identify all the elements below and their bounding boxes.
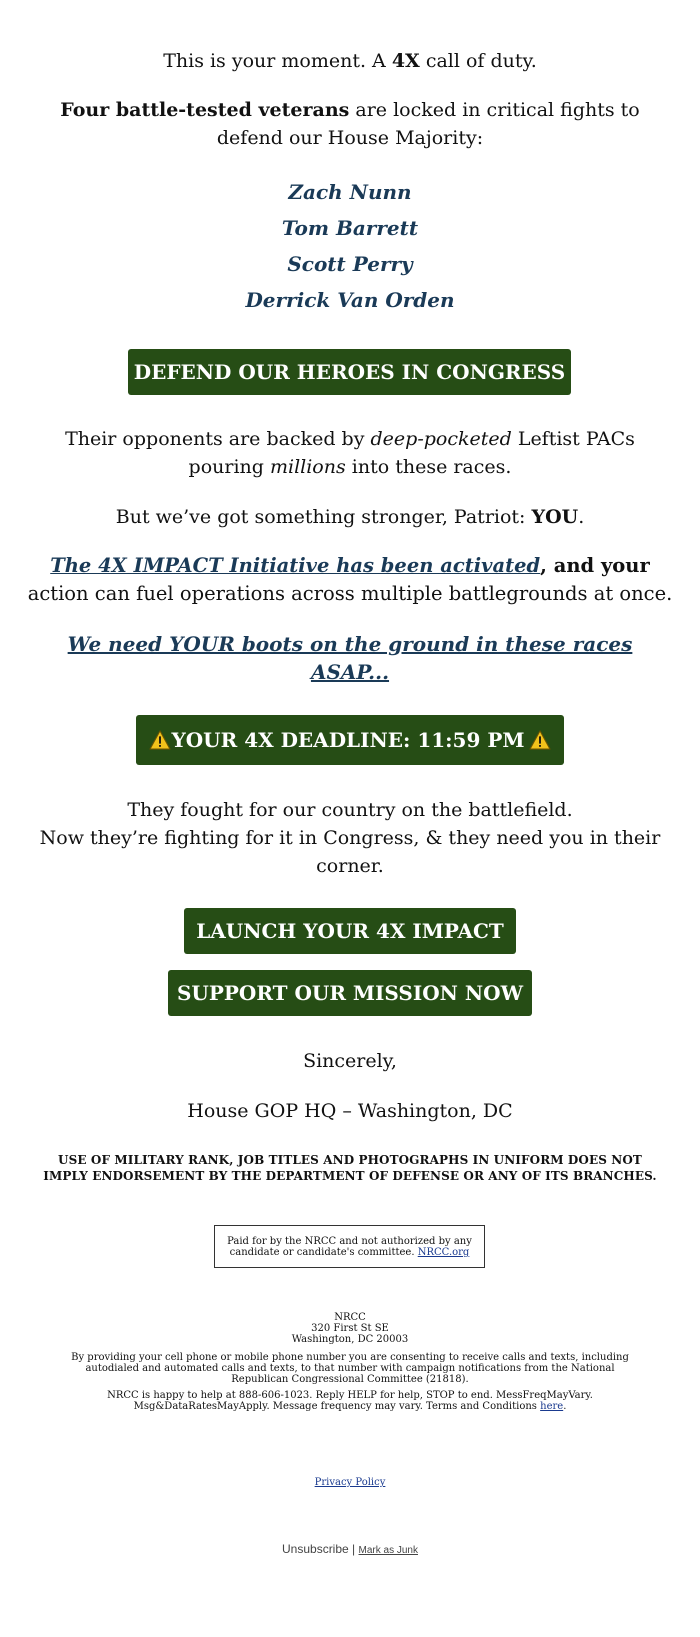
veterans-text-line2: defend our House Majority: (216, 127, 484, 149)
address-block (0, 1312, 700, 1345)
veterans-bold: Four battle-tested veterans (60, 99, 350, 121)
help-paragraph (0, 1390, 700, 1412)
help-line1: NRCC is happy to help at 888-606-1023. Reply HELP for help, STOP to end. MessFreqMayVary. (107, 1390, 593, 1401)
terms-link[interactable]: here (540, 1401, 564, 1412)
deadline-label: YOUR 4X DEADLINE: 11:59 PM (171, 728, 525, 752)
help-line2: Msg&DataRatesMayApply. Message frequency may vary. Terms and Conditions (133, 1401, 541, 1412)
nrcc-link[interactable]: NRCC.org (417, 1247, 470, 1258)
fought-line1: They fought for our country on the battlefield. (127, 799, 573, 821)
fought-line2: Now they’re fighting for it in Congress, & they need you in their (39, 827, 661, 849)
paid-for-box (214, 1225, 485, 1268)
intro-text: This is your moment. A (163, 50, 392, 72)
fought-line3: corner. (316, 855, 384, 877)
opponents-italic: deep-pocketed (370, 428, 512, 450)
boots-paragraph (0, 630, 700, 686)
consent-line3: Republican Congressional Committee (21818). (231, 1374, 469, 1385)
initiative-text-line2: action can fuel operations across multiple battlegrounds at once. (27, 582, 673, 605)
candidate-name: Zach Nunn (288, 180, 412, 204)
dod-disclaimer (0, 1152, 700, 1184)
stronger-line (0, 503, 700, 531)
opponents-text2: pouring (188, 456, 270, 478)
fought-paragraph (0, 796, 700, 880)
footer-separator: | (352, 1542, 356, 1556)
stronger-bold: YOU (531, 506, 579, 528)
mark-as-junk-link[interactable]: Mark as Junk (358, 1545, 418, 1556)
deadline-button[interactable] (136, 715, 564, 765)
paid-for-line1: Paid for by the NRCC and not authorized by any (227, 1236, 472, 1247)
privacy-row (0, 1477, 700, 1488)
warning-icon (149, 730, 171, 750)
intro-bold: 4X (391, 50, 420, 72)
initiative-paragraph (0, 552, 700, 608)
address-city: Washington, DC 20003 (291, 1334, 409, 1345)
consent-line1: By providing your cell phone or mobile phone number you are consenting to receive calls and texts, including (71, 1352, 629, 1363)
paid-for-line2: candidate or candidate's committee. (229, 1247, 418, 1258)
candidate-name: Tom Barrett (281, 216, 419, 240)
veterans-text: are locked in critical fights to (349, 99, 640, 121)
sender-line: House GOP HQ – Washington, DC (187, 1100, 513, 1122)
defend-heroes-button[interactable]: DEFEND OUR HEROES IN CONGRESS (128, 349, 571, 395)
initiative-text: , and your (540, 554, 650, 577)
initiative-link[interactable]: The 4X IMPACT Initiative has been activated (50, 554, 541, 577)
candidate-name: Derrick Van Orden (245, 288, 455, 312)
opponents-paragraph (0, 425, 700, 481)
opponents-italic2: millions (269, 456, 346, 478)
consent-line2: autodialed and automated calls and texts, to that number with campaign notifications from the National (85, 1363, 615, 1374)
boots-link-line2[interactable]: ASAP... (310, 660, 390, 684)
candidate-name: Scott Perry (287, 252, 413, 276)
intro-text-end: call of duty. (419, 50, 537, 72)
opponents-text2-end: into these races. (345, 456, 512, 478)
disclaimer-line2: IMPLY ENDORSEMENT BY THE DEPARTMENT OF DEFENSE OR ANY OF ITS BRANCHES. (43, 1169, 657, 1183)
launch-impact-button[interactable]: LAUNCH YOUR 4X IMPACT (184, 908, 516, 954)
unsubscribe-row (0, 1542, 700, 1556)
consent-paragraph (0, 1352, 700, 1385)
support-mission-button[interactable]: SUPPORT OUR MISSION NOW (168, 970, 532, 1016)
opponents-text-end: Leftist PACs (511, 428, 635, 450)
help-line2-end: . (563, 1401, 567, 1412)
opponents-text: Their opponents are backed by (65, 428, 371, 450)
address-street: 320 First St SE (311, 1323, 389, 1334)
boots-link[interactable]: We need YOUR boots on the ground in these races (67, 632, 633, 656)
sincerely: Sincerely, (303, 1050, 397, 1072)
warning-icon (529, 730, 551, 750)
stronger-text: But we’ve got something stronger, Patriot: (115, 506, 532, 528)
address-org: NRCC (334, 1312, 366, 1323)
stronger-period: . (578, 506, 585, 528)
veterans-paragraph (0, 96, 700, 152)
unsubscribe-link[interactable]: Unsubscribe (282, 1542, 349, 1556)
intro-line (0, 47, 700, 75)
privacy-policy-link[interactable]: Privacy Policy (314, 1477, 386, 1488)
disclaimer-line1: USE OF MILITARY RANK, JOB TITLES AND PHOTOGRAPHS IN UNIFORM DOES NOT (58, 1153, 642, 1167)
